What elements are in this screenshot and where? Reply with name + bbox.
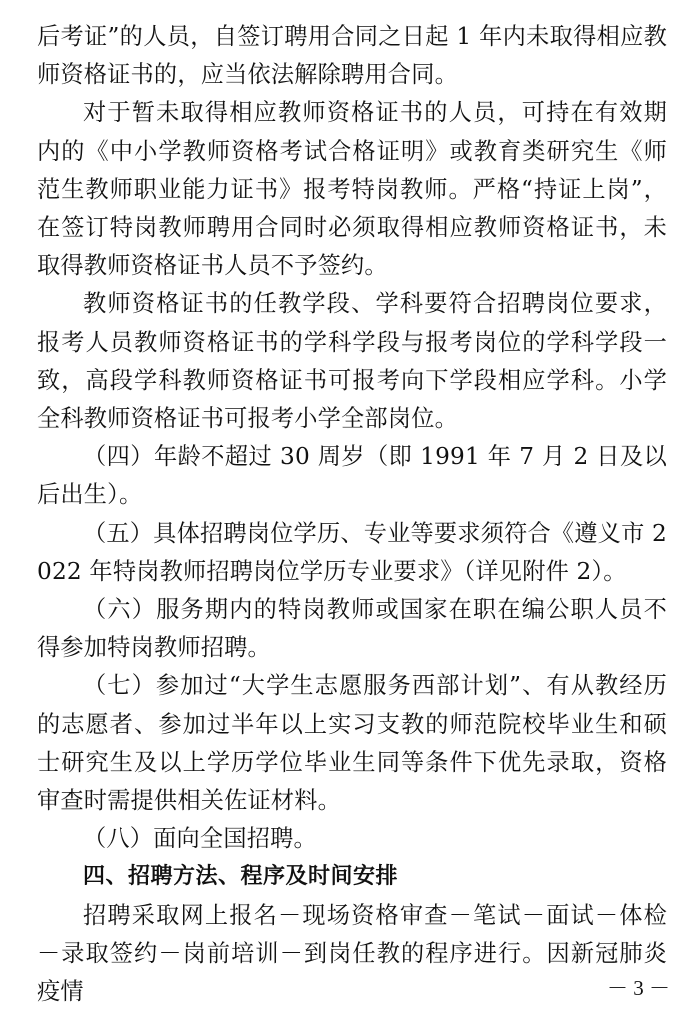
- document-page: [37, 18, 667, 1011]
- paragraph-8: （八）面向全国招聘。: [83, 825, 317, 853]
- paragraph-2: 对于暂未取得相应教师资格证书的人员，可持在有效期内的《中小学教师资格考试合格证明》或教育类研究生《师范生教师职业能力证书》报考特岗教师。严格“持证上岗”，在签订特岗教师聘用合同时必须取得相应教师资格证书，未取得教师资格证书人员不予签约。: [37, 99, 667, 280]
- page-number: － 3 －: [607, 976, 670, 1000]
- section-heading: 四、招聘方法、程序及时间安排: [83, 864, 399, 890]
- paragraph-5: （五）具体招聘岗位学历、专业等要求须符合《遵义市 2022 年特岗教师招聘岗位学历专业要求》（详见附件 2）。: [37, 519, 667, 585]
- paragraph-4: （四）年龄不超过 30 周岁（即 1991 年 7 月 2 日及以后出生）。: [37, 443, 667, 509]
- paragraph-7: （七）参加过“大学生志愿服务西部计划”、有从教经历的志愿者、参加过半年以上实习支教的师范院校毕业生和硕士研究生及以上学历学位毕业生同等条件下优先录取，资格审查时需提供相关佐证材料。: [37, 672, 667, 815]
- paragraph-6: （六）服务期内的特岗教师或国家在职在编公职人员不得参加特岗教师招聘。: [37, 596, 667, 662]
- paragraph-3: 教师资格证书的任教学段、学科要符合招聘岗位要求，报考人员教师资格证书的学科学段与报考岗位的学科学段一致，高段学科教师资格证书可报考向下学段相应学科。小学全科教师资格证书可报考小学全部岗位。: [37, 290, 667, 433]
- paragraph-last: 招聘采取网上报名－现场资格审查－笔试－面试－体检－录取签约－岗前培训－到岗任教的程序进行。因新冠肺炎疫情: [37, 901, 667, 1006]
- paragraph-1: 后考证”的人员，自签订聘用合同之日起 1 年内未取得相应教师资格证书的，应当依法解除聘用合同。: [37, 23, 667, 89]
